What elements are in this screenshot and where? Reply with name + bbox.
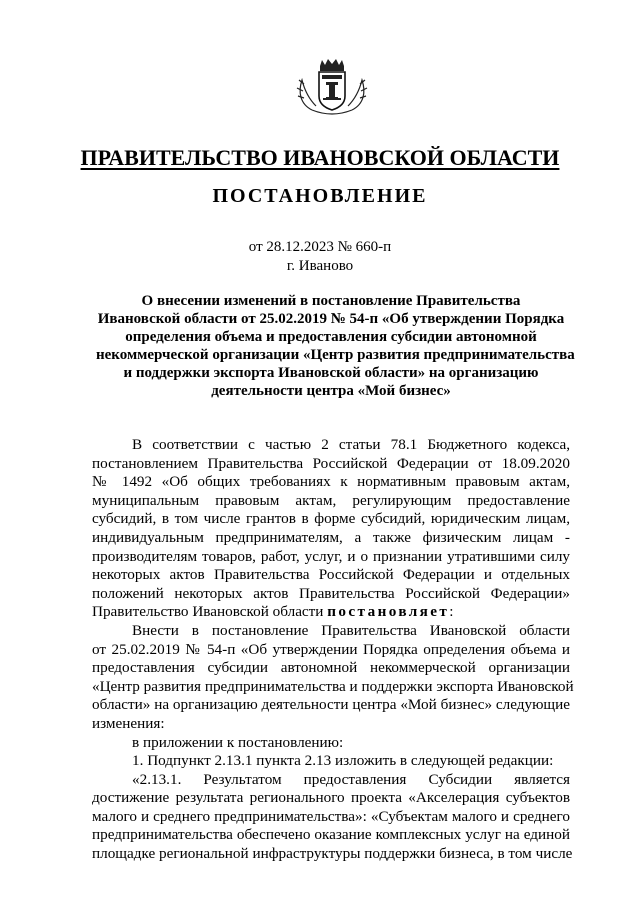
body-line: малого и среднего предпринимательства»: «Субъектам малого и среднего bbox=[92, 807, 570, 825]
body-line: предпринимательства обеспечено оказание комплексных услуг на единой bbox=[92, 826, 570, 844]
document-type: ПОСТАНОВЛЕНИЕ bbox=[212, 185, 428, 207]
coat-of-arms-icon bbox=[294, 58, 370, 118]
government-title: ПРАВИТЕЛЬСТВО ИВАНОВСКОЙ ОБЛАСТИ bbox=[80, 145, 560, 170]
subject-line: О внесении изменений в постановление Правительства bbox=[141, 293, 521, 309]
date-number: от 28.12.2023 № 660-п bbox=[248, 239, 392, 255]
document-body bbox=[92, 436, 574, 864]
body-line: области» на организацию деятельности центра «Мой бизнес» следующие bbox=[92, 696, 570, 714]
city: г. Иваново bbox=[286, 258, 354, 274]
body-line: индивидуальным предпринимателям, а также физическим лицам - bbox=[92, 528, 570, 546]
body-line: Внести в постановление Правительства Ивановской области bbox=[132, 621, 570, 639]
subject-line: некоммерческой организации «Центр развития предпринимательства bbox=[96, 347, 575, 363]
body-line: положений некоторых актов Правительства Российской Федерации» bbox=[92, 584, 570, 602]
body-line: муниципальным правовым актам, регулирующим предоставление bbox=[92, 491, 570, 509]
body-line: предоставления субсидии автономной некоммерческой организации bbox=[92, 659, 570, 677]
body-line: субсидий, в том числе грантов в форме субсидий, юридическим лицам, bbox=[92, 510, 570, 528]
subject-line: определения объема и предоставления субсидии автономной bbox=[125, 329, 537, 345]
body-line: В соответствии с частью 2 статьи 78.1 Бюджетного кодекса, bbox=[132, 436, 570, 453]
document-subject bbox=[96, 292, 575, 400]
body-line: достижение результата регионального проекта «Акселерация субъектов bbox=[92, 789, 570, 807]
body-line: некоторых актов Правительства Российской Федерации и отдельных bbox=[92, 566, 570, 584]
subject-line: Ивановской области от 25.02.2019 № 54-п «Об утверждении Порядка bbox=[97, 311, 565, 327]
resolve-verb: постановляет bbox=[327, 603, 450, 621]
body-line: изменения: bbox=[92, 714, 165, 732]
body-line: 1. Подпункт 2.13.1 пункта 2.13 изложить в следующей редакции: bbox=[132, 752, 554, 770]
body-line bbox=[92, 603, 570, 622]
body-line: «Центр развития предпринимательства и поддержки экспорта Ивановской bbox=[92, 677, 574, 695]
subject-line: деятельности центра «Мой бизнес» bbox=[211, 383, 451, 399]
body-text: : bbox=[449, 603, 454, 621]
body-line: № 1492 «Об общих требованиях к нормативным правовым актам, bbox=[92, 473, 570, 491]
body-line: постановлением Правительства Российской Федерации от 18.09.2020 bbox=[92, 454, 570, 472]
body-line: «2.13.1. Результатом предоставления Субсидии является bbox=[132, 770, 570, 788]
body-text: Правительство Ивановской области bbox=[92, 603, 324, 621]
body-line: площадке региональной инфраструктуры поддержки бизнеса, в том числе bbox=[92, 845, 573, 863]
body-line: производителям товаров, работ, услуг, и о признании утратившими силу bbox=[92, 547, 570, 565]
body-line: от 25.02.2019 № 54-п «Об утверждении Порядка определения объема и bbox=[92, 640, 570, 658]
subject-line: и поддержки экспорта Ивановской области» на организацию bbox=[123, 365, 539, 381]
body-line: в приложении к постановлению: bbox=[132, 733, 344, 751]
